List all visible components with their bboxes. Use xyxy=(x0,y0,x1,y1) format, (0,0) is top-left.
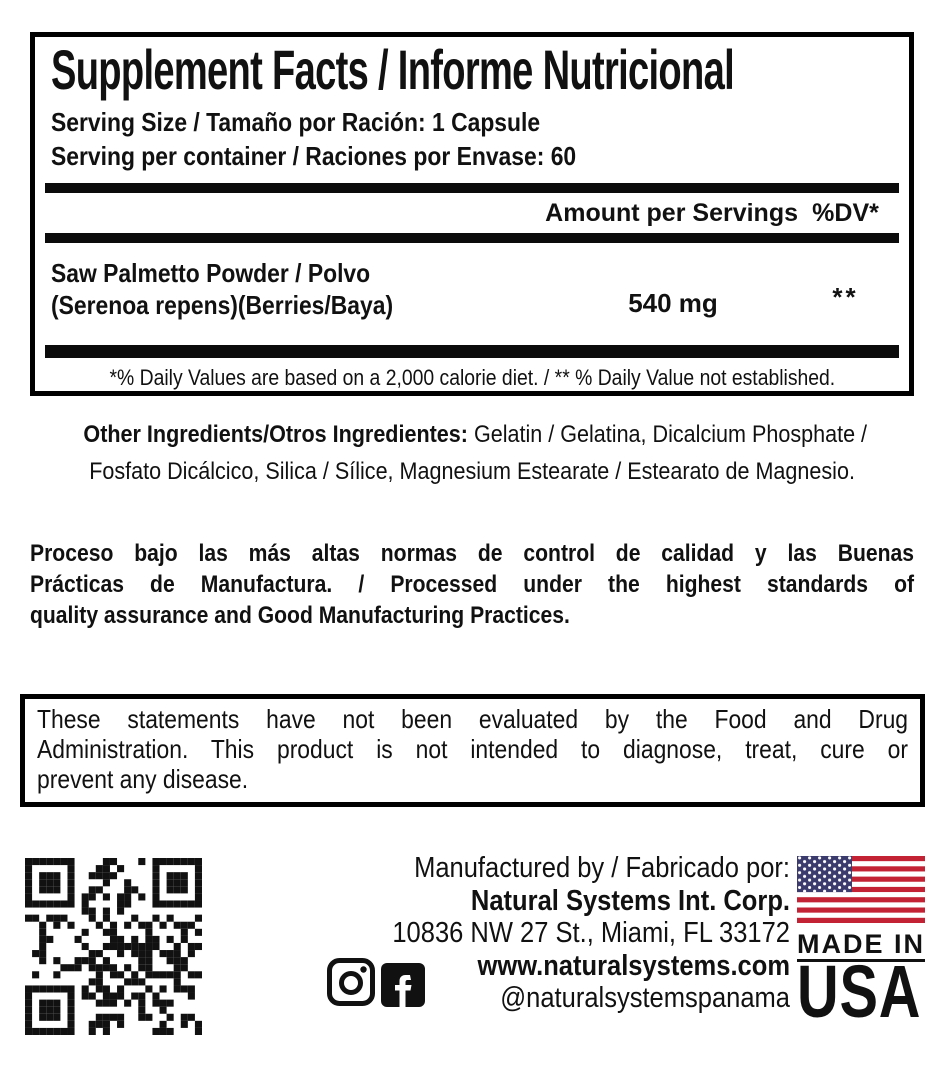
servings-per-container: Serving per container / Raciones por Envase: 60 xyxy=(51,141,577,171)
gmp-line3: quality assurance and Good Manufacturing Practices. xyxy=(30,602,570,629)
col-amount-header: Amount per Servings xyxy=(545,199,798,227)
gmp-line2: Prácticas de Manufactura. / Processed under the highest standards of xyxy=(30,571,915,598)
manufactured-by: Manufactured by / Fabricado por: xyxy=(414,852,791,884)
ingredient-name: Saw Palmetto Powder / Polvo (Serenoa repens)(Berries/Baya) xyxy=(51,258,394,320)
manufacturer-name: Natural Systems Int. Corp. xyxy=(470,884,791,917)
fda-line1: These statements have not been evaluated by the Food and Drug xyxy=(37,704,909,734)
other-ingredients-label: Other Ingredients/Otros Ingredientes: xyxy=(83,421,468,448)
serving-size: Serving Size / Tamaño por Ración: 1 Capsule xyxy=(51,107,541,137)
made-in-usa xyxy=(797,856,925,1033)
thick-divider xyxy=(45,183,899,193)
dv-footnote: *% Daily Values are based on a 2,000 calorie diet. / ** % Daily Value not established. xyxy=(109,365,835,390)
fda-line3: prevent any disease. xyxy=(37,764,249,794)
supplement-facts-panel xyxy=(30,32,914,396)
qr-code xyxy=(25,858,202,1035)
ingredient-amount: 540 mg xyxy=(628,288,718,318)
other-ingredients-line2: Fosfato Dicálcico, Silica / Sílice, Magnesium Estearate / Estearato de Magnesio. xyxy=(89,458,855,485)
fda-line2: Administration. This product is not intended to diagnose, treat, cure or xyxy=(37,734,909,764)
usa-text: USA xyxy=(797,950,922,1033)
thick-divider xyxy=(45,233,899,243)
us-flag-icon xyxy=(797,856,925,923)
gmp-statement xyxy=(30,538,914,631)
columns-header xyxy=(51,199,893,227)
facebook-icon xyxy=(381,963,425,1007)
social-handle: @naturalsystemspanama xyxy=(500,982,791,1014)
other-ingredients xyxy=(30,416,914,490)
thick-divider xyxy=(45,345,899,358)
panel-title: Supplement Facts / Informe Nutricional xyxy=(51,38,734,101)
ingredient-row xyxy=(51,257,893,321)
instagram-icon xyxy=(327,958,375,1006)
ingredient-dv: ** xyxy=(832,282,859,312)
col-dv-header: %DV* xyxy=(812,199,879,227)
made-in-text: MADE IN xyxy=(797,931,925,962)
other-ingredients-line1: Other Ingredients/Otros Ingredientes: Gelatin / Gelatina, Dicalcium Phosphate / xyxy=(83,421,868,448)
fda-disclaimer-box xyxy=(20,694,925,807)
manufacturer-address: 10836 NW 27 St., Miami, FL 33172 xyxy=(392,917,791,949)
website-text: www.naturalsystems.com xyxy=(477,949,791,982)
gmp-line1: Proceso bajo las más altas normas de control de calidad y las Buenas xyxy=(30,540,915,567)
